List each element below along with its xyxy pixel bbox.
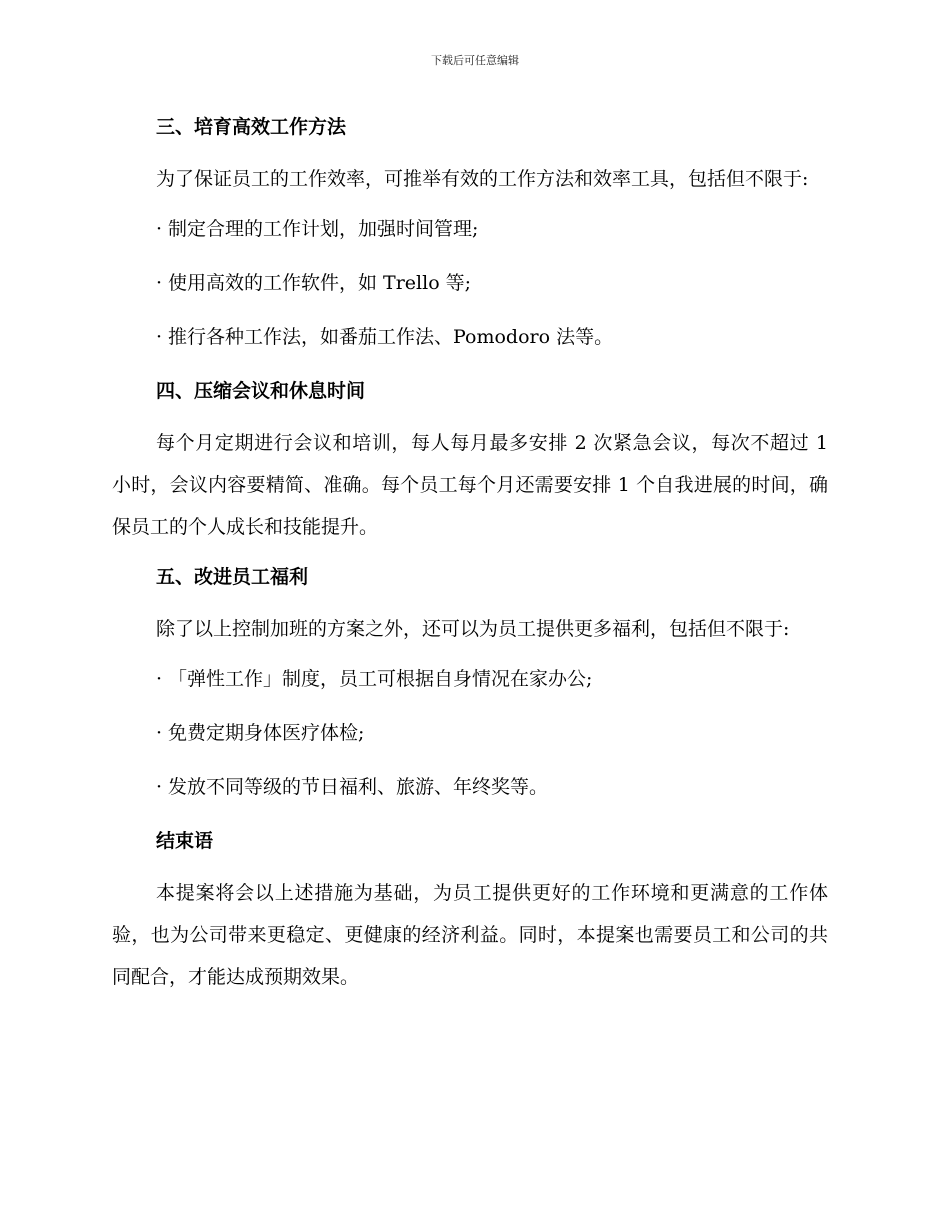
section-heading: 三、培育高效工作方法	[156, 116, 347, 138]
section-paragraph: 为了保证员工的工作效率，可推举有效的工作方法和效率工具，包括但不限于:	[156, 168, 809, 190]
page-header-note: 下载后可任意编辑	[431, 54, 519, 67]
bullet-icon: ·	[156, 668, 163, 690]
list-item	[112, 320, 828, 354]
list-item-text: 推行各种工作法，如番茄工作法、Pomodoro 法等。	[168, 326, 614, 348]
bullet-icon: ·	[156, 218, 163, 240]
list-item	[112, 716, 828, 750]
section-conclusion	[112, 824, 828, 998]
list-item-text: 发放不同等级的节日福利、旅游、年终奖等。	[168, 776, 549, 798]
bullet-icon: ·	[156, 722, 163, 744]
bullet-icon: ·	[156, 776, 163, 798]
list-item	[112, 212, 828, 246]
list-item-text: 制定合理的工作计划，加强时间管理;	[168, 218, 479, 240]
section-paragraph: 除了以上控制加班的方案之外，还可以为员工提供更多福利，包括但不限于:	[156, 618, 790, 640]
section-4	[112, 374, 828, 548]
list-item-text: 免费定期身体医疗体检;	[168, 722, 365, 744]
section-heading: 五、改进员工福利	[156, 566, 309, 588]
list-item	[112, 770, 828, 804]
document-body	[112, 110, 828, 1010]
list-item	[112, 266, 828, 300]
section-3	[112, 110, 828, 354]
section-5	[112, 560, 828, 804]
section-paragraph: 本提案将会以上述措施为基础，为员工提供更好的工作环境和更满意的工作体验，也为公司带来更稳定、更健康的经济利益。同时，本提案也需要员工和公司的共同配合，才能达成预期效果。	[112, 882, 828, 988]
list-item-text: 使用高效的工作软件，如 Trello 等;	[168, 272, 472, 294]
list-item	[112, 662, 828, 696]
bullet-icon: ·	[156, 326, 163, 348]
section-heading: 四、压缩会议和休息时间	[156, 380, 366, 402]
bullet-icon: ·	[156, 272, 163, 294]
section-paragraph: 每个月定期进行会议和培训，每人每月最多安排 2 次紧急会议，每次不超过 1 小时，会议内容要精简、准确。每个员工每个月还需要安排 1 个自我进展的时间，确保员工的个人成长和技能提升。	[112, 432, 828, 538]
list-item-text: 「弹性工作」制度，员工可根据自身情况在家办公;	[168, 668, 593, 690]
section-heading: 结束语	[156, 830, 214, 852]
